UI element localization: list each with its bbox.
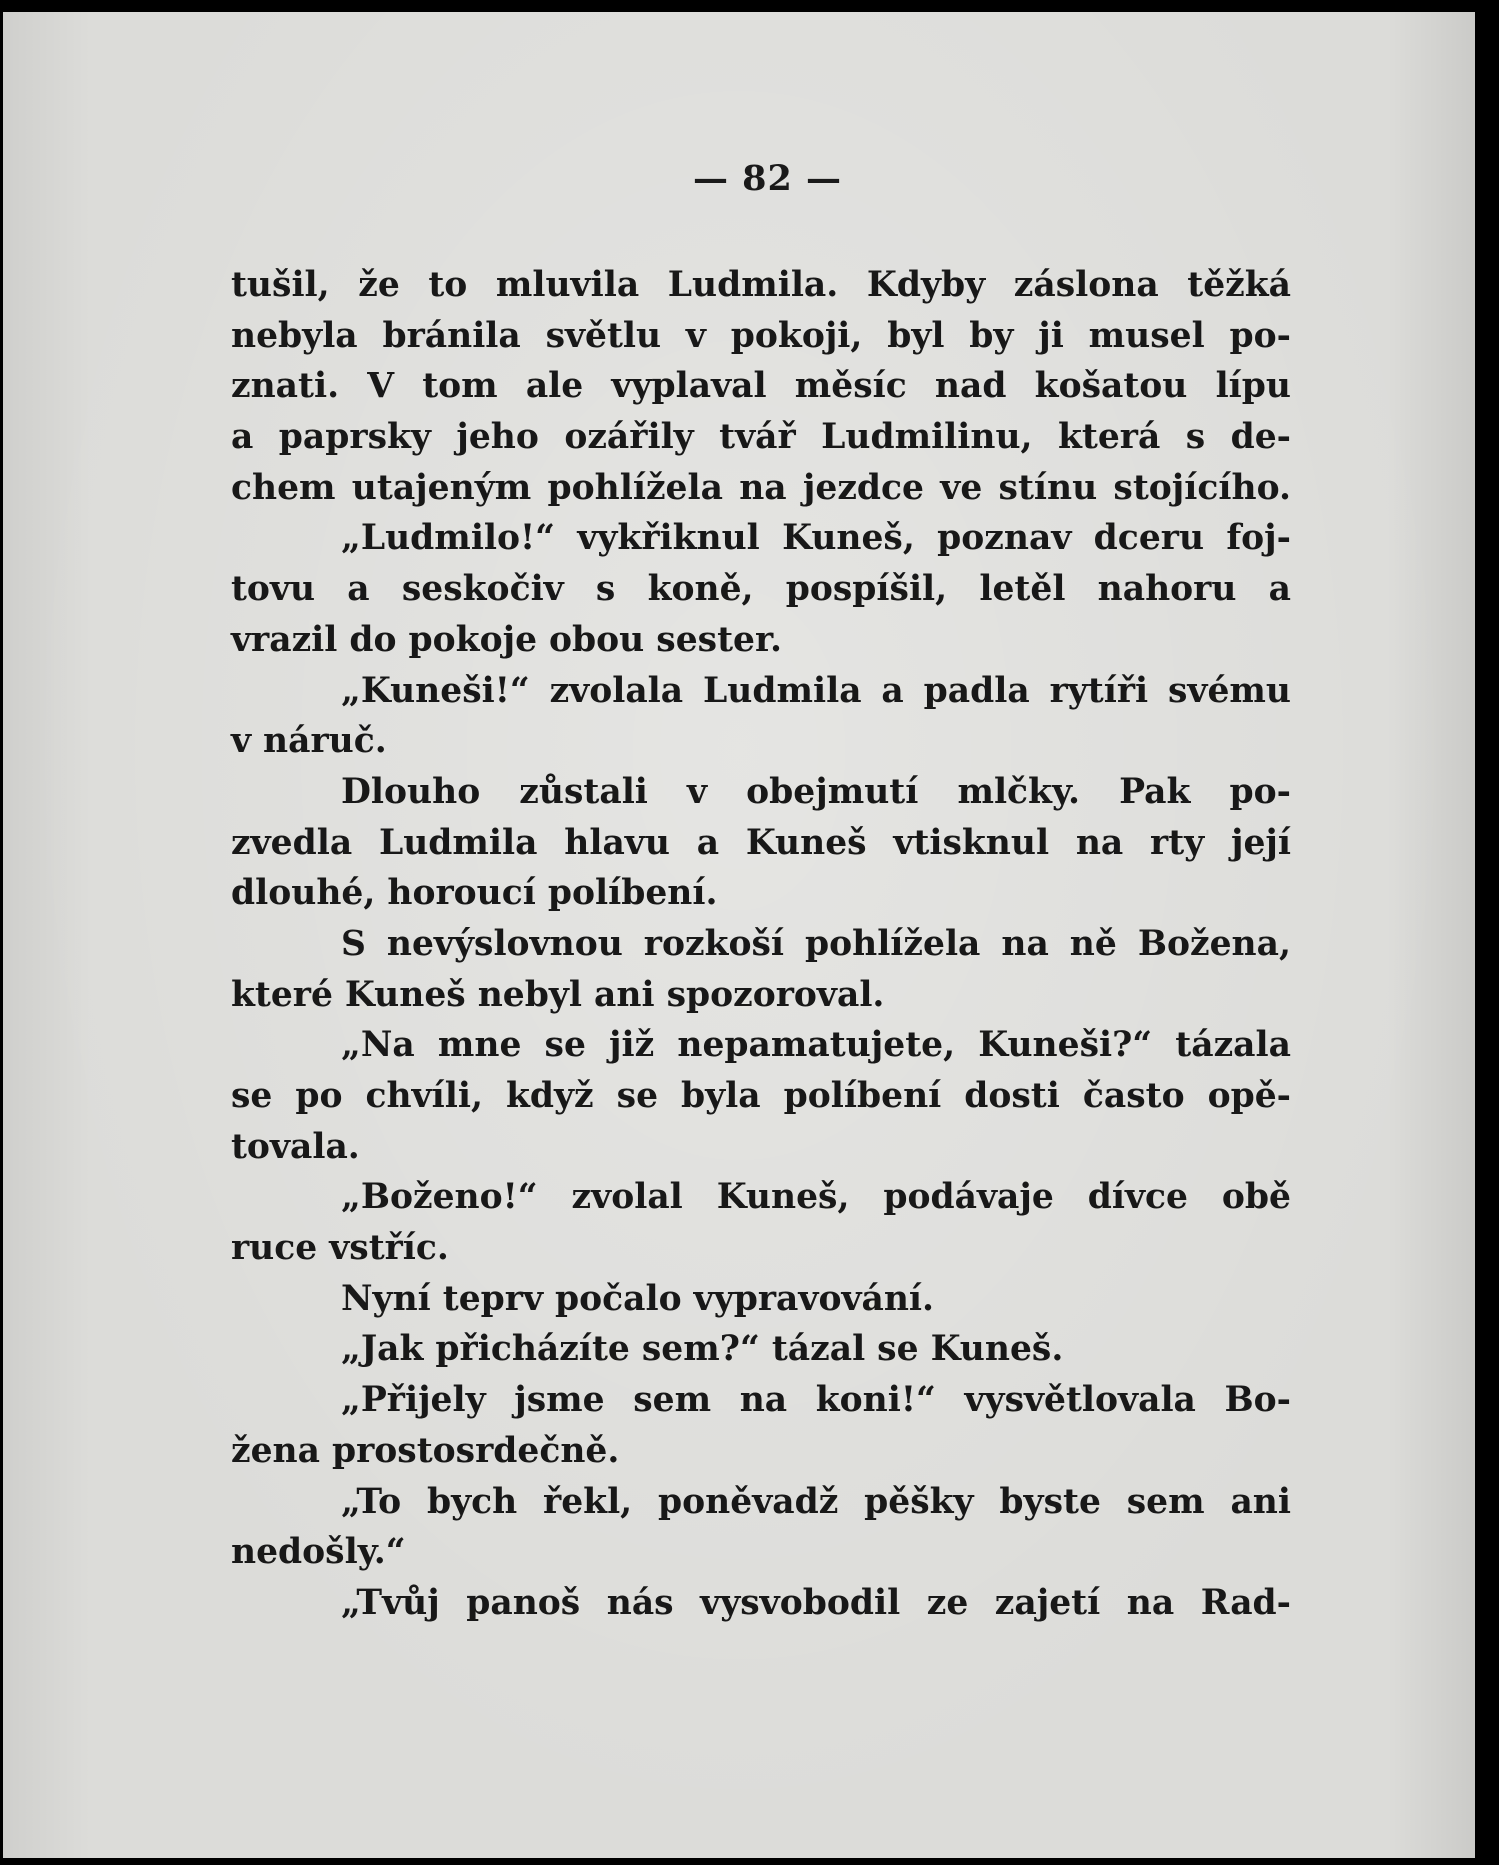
scan-border <box>1475 0 1499 1865</box>
text-line: dlouhé, horoucí políbení. <box>231 873 718 914</box>
text-line: chem utajeným pohlížela na jezdce ve stínu stojícího. <box>231 467 1291 508</box>
text-line: se po chvíli, když se byla políbení dosti často opě- <box>231 1076 1291 1116</box>
text-line: tovala. <box>231 1126 360 1167</box>
text-line: Dlouho zůstali v obejmutí mlčky. Pak po- <box>341 771 1291 812</box>
text-line: nebyla bránila světlu v pokoji, byl by ji musel po- <box>231 315 1291 356</box>
text-line: „Na mne se již nepamatujete, Kuneši?“ tázala <box>341 1025 1291 1066</box>
text-line: a paprsky jeho ozářily tvář Ludmilinu, která s de- <box>231 417 1291 458</box>
text-line: „Ludmilo!“ vykřiknul Kuneš, poznav dceru foj- <box>341 518 1291 559</box>
text-line: ruce vstříc. <box>231 1228 449 1269</box>
text-line: tušil, že to mluvila Ludmila. Kdyby záslona těžká <box>231 265 1291 305</box>
text-line: „Kuneši!“ zvolala Ludmila a padla rytíři svému <box>341 670 1291 711</box>
text-line: „Boženo!“ zvolal Kuneš, podávaje dívce obě <box>341 1177 1291 1218</box>
text-line: Nyní teprv počalo vypravování. <box>341 1278 935 1319</box>
text-line: „To bych řekl, poněvadž pěšky byste sem ani <box>341 1481 1291 1522</box>
text-line: žena prostosrdečně. <box>231 1430 620 1471</box>
text-line: „Tvůj panoš nás vysvobodil ze zajetí na Rad- <box>341 1582 1291 1623</box>
body-text <box>231 260 1291 1629</box>
text-line: nedošly.“ <box>231 1532 406 1573</box>
text-line: v náruč. <box>231 721 387 762</box>
text-line: vrazil do pokoje obou sester. <box>231 619 782 660</box>
text-line: S nevýslovnou rozkoší pohlížela na ně Božena, <box>341 923 1291 964</box>
text-line: „Jak přicházíte sem?“ tázal se Kuneš. <box>341 1329 1064 1370</box>
text-line: znati. V tom ale vyplaval měsíc nad košatou lípu <box>231 366 1291 407</box>
text-line: „Přijely jsme sem na koni!“ vysvětlovala Bo- <box>341 1380 1291 1421</box>
text-line: zvedla Ludmila hlavu a Kuneš vtisknul na rty její <box>231 822 1291 863</box>
text-line: tovu a seskočiv s koně, pospíšil, letěl nahoru a <box>231 569 1291 610</box>
text-line: které Kuneš nebyl ani spozoroval. <box>231 974 885 1015</box>
page-number: — 82 — <box>692 158 843 199</box>
book-page <box>3 12 1475 1858</box>
